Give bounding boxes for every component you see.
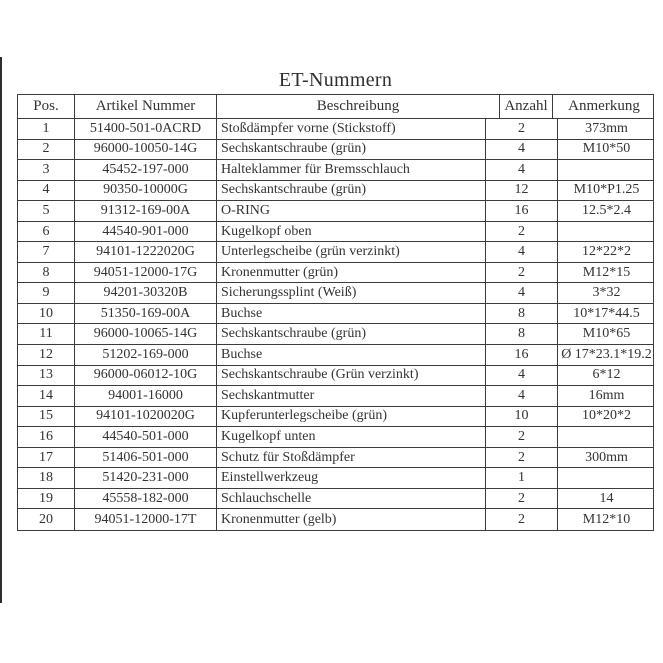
- cell-beschreibung: Kugelkopf unten: [217, 427, 486, 447]
- cell-anmerkung: [558, 160, 655, 180]
- cell-beschreibung: Sechskantschraube (grün): [217, 181, 486, 201]
- cell-anzahl: 10: [486, 407, 558, 427]
- cell-anmerkung: [558, 468, 655, 488]
- cell-anmerkung: 10*17*44.5: [573, 305, 640, 321]
- table-row: [18, 181, 653, 202]
- cell-artikel: 91312-169-00A: [75, 201, 217, 221]
- cell-anzahl: 4: [486, 283, 558, 303]
- table-row: [18, 407, 653, 428]
- cell-anmerkung: 6*12: [592, 367, 621, 383]
- cell-pos: 20: [18, 509, 75, 530]
- cell-pos: 13: [18, 366, 75, 386]
- header-pos: Pos.: [18, 95, 75, 118]
- cell-artikel: 94101-1222020G: [75, 242, 217, 262]
- cell-artikel: 94101-1020020G: [75, 407, 217, 427]
- table-row: [18, 489, 653, 510]
- cell-artikel: 94051-12000-17T: [75, 509, 217, 530]
- cell-beschreibung: Buchse: [217, 304, 486, 324]
- cell-artikel: 94051-12000-17G: [75, 263, 217, 283]
- cell-artikel: 51400-501-0ACRD: [75, 119, 217, 139]
- page-title: ET-Nummern: [278, 69, 393, 91]
- cell-beschreibung: Sechskantschraube (Grün verzinkt): [217, 366, 486, 386]
- cell-artikel: 44540-901-000: [75, 222, 217, 242]
- cell-anzahl: 2: [486, 448, 558, 468]
- table-row: [18, 427, 653, 448]
- cell-pos: 14: [18, 386, 75, 406]
- cell-anzahl: 2: [486, 263, 558, 283]
- cell-pos: 11: [18, 324, 75, 344]
- cell-beschreibung: Halteklammer für Bremsschlauch: [217, 160, 486, 180]
- cell-anmerkung: M12*10: [582, 511, 631, 527]
- cell-pos: 4: [18, 181, 75, 201]
- cell-pos: 3: [18, 160, 75, 180]
- cell-anmerkung: 12.5*2.4: [582, 202, 631, 218]
- table-row: [18, 222, 653, 243]
- cell-anzahl: 2: [486, 489, 558, 509]
- cell-artikel: 45558-182-000: [75, 489, 217, 509]
- table-body: [18, 119, 653, 530]
- parts-table: [17, 94, 654, 531]
- cell-anzahl: 8: [486, 304, 558, 324]
- cell-pos: 6: [18, 222, 75, 242]
- table-row: [18, 345, 653, 366]
- table-row: [18, 242, 653, 263]
- cell-pos: 16: [18, 427, 75, 447]
- cell-artikel: 51350-169-00A: [75, 304, 217, 324]
- table-row: [18, 366, 653, 387]
- cell-anzahl: 4: [486, 160, 558, 180]
- cell-pos: 19: [18, 489, 75, 509]
- table-row: [18, 304, 653, 325]
- table-row: [18, 140, 653, 161]
- cell-artikel: 94001-16000: [75, 386, 217, 406]
- cell-artikel: 51406-501-000: [75, 448, 217, 468]
- cell-beschreibung: Kronenmutter (grün): [217, 263, 486, 283]
- header-beschreibung: Beschreibung: [217, 95, 500, 118]
- cell-anmerkung: 3*32: [592, 285, 621, 301]
- cell-anmerkung: 10*20*2: [582, 408, 631, 424]
- cell-pos: 8: [18, 263, 75, 283]
- table-row: [18, 448, 653, 469]
- cell-anzahl: 2: [486, 119, 558, 139]
- cell-beschreibung: O-RING: [217, 201, 486, 221]
- cell-pos: 7: [18, 242, 75, 262]
- table-row: [18, 263, 653, 284]
- cell-anmerkung: 12*22*2: [582, 244, 631, 260]
- cell-pos: 12: [18, 345, 75, 365]
- cell-beschreibung: Kronenmutter (gelb): [217, 509, 486, 530]
- cell-beschreibung: Schutz für Stoßdämpfer: [217, 448, 486, 468]
- cell-artikel: 90350-10000G: [75, 181, 217, 201]
- cell-anzahl: 2: [486, 509, 558, 530]
- cell-artikel: 96000-10065-14G: [75, 324, 217, 344]
- cell-anmerkung: Ø 17*23.1*19.2: [561, 346, 652, 362]
- cell-anmerkung: M10*P1.25: [573, 182, 640, 198]
- table-row: [18, 386, 653, 407]
- cell-anmerkung: 300mm: [585, 449, 628, 465]
- cell-artikel: 96000-10050-14G: [75, 140, 217, 160]
- cell-artikel: 94201-30320B: [75, 283, 217, 303]
- cell-pos: 9: [18, 283, 75, 303]
- cell-pos: 18: [18, 468, 75, 488]
- header-artikel-nummer: Artikel Nummer: [75, 95, 217, 118]
- cell-anzahl: 4: [486, 366, 558, 386]
- header-anmerkung: Anmerkung: [568, 98, 640, 114]
- table-row: [18, 509, 653, 530]
- table-row: [18, 283, 653, 304]
- table-row: [18, 468, 653, 489]
- cell-beschreibung: Sicherungssplint (Weiß): [217, 283, 486, 303]
- cell-anmerkung: 16mm: [588, 387, 625, 403]
- cell-anmerkung: [558, 427, 655, 447]
- cell-beschreibung: Buchse: [217, 345, 486, 365]
- header-anzahl: Anzahl: [500, 95, 553, 118]
- cell-anmerkung: 14: [599, 490, 614, 506]
- cell-artikel: 45452-197-000: [75, 160, 217, 180]
- cell-beschreibung: Sechskantschraube (grün): [217, 324, 486, 344]
- cell-anzahl: 1: [486, 468, 558, 488]
- cell-artikel: 51202-169-000: [75, 345, 217, 365]
- cell-anmerkung: M12*15: [582, 264, 631, 280]
- cell-anzahl: 2: [486, 222, 558, 242]
- table-row: [18, 201, 653, 222]
- table-header-row: [18, 95, 653, 119]
- cell-beschreibung: Schlauchschelle: [217, 489, 486, 509]
- cell-anmerkung: 373mm: [585, 120, 628, 136]
- cell-artikel: 44540-501-000: [75, 427, 217, 447]
- table-row: [18, 160, 653, 181]
- table-row: [18, 324, 653, 345]
- cell-beschreibung: Kugelkopf oben: [217, 222, 486, 242]
- cell-artikel: 96000-06012-10G: [75, 366, 217, 386]
- cell-artikel: 51420-231-000: [75, 468, 217, 488]
- cell-pos: 2: [18, 140, 75, 160]
- cell-anmerkung: M10*65: [582, 326, 631, 342]
- cell-pos: 5: [18, 201, 75, 221]
- cell-beschreibung: Einstellwerkzeug: [217, 468, 486, 488]
- table-row: [18, 119, 653, 140]
- cell-beschreibung: Sechskantmutter: [217, 386, 486, 406]
- cell-pos: 15: [18, 407, 75, 427]
- cell-pos: 10: [18, 304, 75, 324]
- cell-anzahl: 16: [486, 201, 558, 221]
- cell-beschreibung: Kupferunterlegscheibe (grün): [217, 407, 486, 427]
- cell-pos: 17: [18, 448, 75, 468]
- cell-beschreibung: Stoßdämpfer vorne (Stickstoff): [217, 119, 486, 139]
- cell-anzahl: 4: [486, 242, 558, 262]
- cell-beschreibung: Sechskantschraube (grün): [217, 140, 486, 160]
- cell-anmerkung: [558, 222, 655, 242]
- cell-pos: 1: [18, 119, 75, 139]
- cell-anzahl: 2: [486, 427, 558, 447]
- cell-beschreibung: Unterlegscheibe (grün verzinkt): [217, 242, 486, 262]
- cell-anzahl: 8: [486, 324, 558, 344]
- cell-anzahl: 4: [486, 140, 558, 160]
- cell-anzahl: 4: [486, 386, 558, 406]
- cell-anmerkung: M10*50: [582, 141, 631, 157]
- cell-anzahl: 16: [486, 345, 558, 365]
- cell-anzahl: 12: [486, 181, 558, 201]
- scan-artifact-line: [0, 57, 2, 603]
